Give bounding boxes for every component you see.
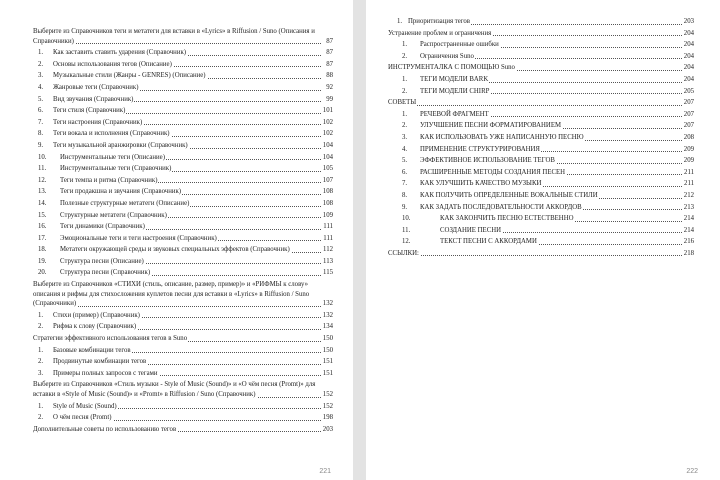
toc-item[interactable] — [33, 222, 333, 232]
toc-item-title: РЕЧЕВОЙ ФРАГМЕНТ — [420, 110, 489, 118]
toc-page-number: 109 — [322, 211, 333, 219]
toc-item-number: 4. — [402, 145, 408, 153]
toc-item[interactable] — [388, 17, 694, 27]
toc-page-number: 204 — [683, 75, 694, 83]
toc-page-number: 113 — [323, 257, 333, 265]
toc-item-title: Выберите из Справочников «Стиль музыки - Style of Music (Sound)» и «О чём песня (Promt)» для вставки в «Style of Music (Sound)» и «Promt» в Riffusion / Suno (Справочник) — [33, 381, 316, 398]
toc-item[interactable] — [33, 187, 333, 197]
toc-item[interactable] — [33, 346, 333, 356]
toc-item[interactable] — [388, 40, 694, 50]
toc-item[interactable] — [388, 110, 694, 120]
toc-item[interactable] — [388, 121, 694, 131]
toc-page-number: 150 — [322, 346, 333, 354]
toc-page-number: 207 — [683, 99, 694, 107]
toc-item-title: ТЕГИ МОДЕЛИ BARK — [420, 75, 489, 83]
toc-item-number: 16. — [38, 223, 47, 231]
toc-item-title: Приоритизация тегов — [408, 18, 471, 25]
toc-page-number: 207 — [683, 122, 694, 130]
toc-page-number: 99 — [326, 95, 333, 103]
toc-item-number: 8. — [38, 130, 44, 138]
toc-item-title: ССЫЛКИ: — [388, 249, 419, 257]
toc-page-number: 204 — [683, 52, 694, 60]
toc-item[interactable] — [33, 60, 333, 70]
toc-item-title: О чём песня (Promt) — [53, 414, 112, 422]
toc-item[interactable] — [33, 322, 333, 332]
toc-item[interactable] — [388, 168, 694, 178]
dot-leader — [388, 105, 682, 106]
toc-heading[interactable] — [33, 334, 333, 344]
toc-page-number: 87 — [326, 49, 333, 57]
toc-item[interactable] — [33, 357, 333, 367]
toc-item-title: РАСШИРЕННЫЕ МЕТОДЫ СОЗДАНИЯ ПЕСЕН — [420, 168, 566, 176]
toc-page-number: 204 — [683, 64, 694, 72]
toc-page-number: 216 — [683, 238, 694, 246]
toc-heading[interactable] — [33, 27, 333, 46]
page-number: 221 — [319, 468, 331, 475]
toc-item-number: 6. — [402, 168, 408, 176]
toc-heading[interactable] — [388, 29, 694, 39]
toc-item[interactable] — [33, 245, 333, 255]
toc-item-title: Базовые комбинации тегов — [53, 346, 131, 354]
toc-item-title: КАК УЛУЧШИТЬ КАЧЕСТВО МУЗЫКИ — [420, 180, 542, 188]
toc-item[interactable] — [33, 176, 333, 186]
toc-item[interactable] — [33, 311, 333, 321]
toc-page-number: 102 — [322, 118, 333, 126]
toc-page-number: 87 — [326, 37, 333, 45]
toc-item-title: Структура песни (Описание) — [60, 257, 144, 265]
toc-item[interactable] — [33, 268, 333, 278]
toc-item-title: Теги музыкальной аранжировки (Справочник) — [53, 141, 188, 149]
toc-page-number: 203 — [683, 18, 694, 25]
toc-item-title: Теги продакшна и звучания (Справочник) — [60, 188, 182, 196]
toc-item-number: 8. — [402, 191, 408, 199]
toc-item[interactable] — [33, 118, 333, 128]
toc-item-title: Основы использования тегов (Описание) — [53, 60, 172, 68]
toc-item-title: КАК ЗАКОНЧИТЬ ПЕСНЮ ЕСТЕСТВЕННО — [440, 215, 574, 223]
toc-item-title: Структурные метатеги (Справочник) — [60, 211, 167, 219]
document-page-221 — [0, 0, 353, 480]
toc-page-number: 209 — [683, 157, 694, 165]
toc-page-number: 151 — [322, 358, 333, 366]
toc-item[interactable] — [388, 179, 694, 189]
toc-item-number: 7. — [38, 118, 44, 126]
toc-item[interactable] — [33, 413, 333, 423]
toc-item-title: СОВЕТЫ — [388, 99, 417, 107]
toc-item-number: 6. — [38, 107, 44, 115]
toc-item-title: УЛУЧШЕНИЕ ПЕСНИ ФОРМАТИРОВАНИЕМ — [420, 122, 562, 130]
toc-item-number: 5. — [38, 95, 44, 103]
toc-item-number: 1. — [397, 18, 403, 25]
toc-item[interactable] — [33, 153, 333, 163]
toc-item[interactable] — [33, 257, 333, 267]
toc-item-number: 1. — [38, 311, 44, 319]
toc-page-number: 150 — [322, 335, 333, 343]
table-of-contents — [388, 17, 694, 260]
toc-item-number: 2. — [402, 122, 408, 130]
toc-page-number: 151 — [322, 369, 333, 377]
toc-item[interactable] — [388, 203, 694, 213]
toc-item[interactable] — [33, 71, 333, 81]
toc-item[interactable] — [388, 145, 694, 155]
toc-page-number: 207 — [683, 110, 694, 118]
toc-page-number: 214 — [683, 215, 694, 223]
toc-heading[interactable] — [33, 280, 333, 309]
toc-item-number: 2. — [38, 358, 44, 366]
toc-item-number: 19. — [38, 257, 47, 265]
toc-page-number: 132 — [322, 300, 333, 308]
toc-item-number: 2. — [38, 323, 44, 331]
toc-item-number: 1. — [402, 75, 408, 83]
toc-item-number: 10. — [38, 153, 47, 161]
toc-item-title: Продвинутые комбинации тегов — [53, 358, 147, 366]
toc-item[interactable] — [388, 214, 694, 224]
toc-item-number: 2. — [38, 414, 44, 422]
toc-item[interactable] — [33, 48, 333, 58]
toc-item-number: 2. — [38, 60, 44, 68]
toc-page-number: 208 — [683, 133, 694, 141]
toc-heading[interactable] — [388, 98, 694, 108]
toc-item-number: 3. — [38, 369, 44, 377]
toc-item-number: 1. — [402, 110, 408, 118]
toc-item-title: Теги настроения (Справочник) — [53, 118, 143, 126]
toc-item-title: Инструментальные теги (Описание) — [60, 153, 165, 161]
document-page-222 — [366, 0, 720, 480]
toc-item-number: 20. — [38, 269, 47, 277]
toc-item-title: Музыкальные стили (Жанры - GENRES) (Описание) — [53, 72, 206, 80]
toc-page-number: 198 — [322, 414, 333, 422]
toc-page-number: 111 — [323, 234, 333, 242]
toc-page-number: 209 — [683, 145, 694, 153]
toc-page-number: 88 — [326, 72, 333, 80]
toc-item-title: Теги стиля (Справочник) — [53, 107, 126, 115]
toc-page-number: 214 — [683, 226, 694, 234]
toc-page-number: 101 — [322, 107, 333, 115]
toc-item-title: Рифма к слову (Справочник) — [53, 323, 137, 331]
toc-page-number: 92 — [326, 83, 333, 91]
toc-item-title: Метатеги окружающей среды и звуковых специальных эффектов (Справочник) — [60, 246, 290, 254]
toc-item-title: Устранение проблем и ограничения — [388, 29, 492, 37]
toc-item[interactable] — [388, 191, 694, 201]
toc-item-number: 5. — [402, 157, 408, 165]
toc-page-number: 218 — [683, 249, 694, 257]
toc-item-title: Выберите из Справочников теги и метатеги для вставки в «Lyrics» в Riffusion / Suno (Описания и Справочники) — [33, 28, 315, 45]
toc-page-number: 213 — [683, 203, 694, 211]
toc-item-number: 15. — [38, 211, 47, 219]
dot-leader — [388, 255, 682, 256]
toc-item-number: 1. — [38, 402, 44, 410]
toc-item-number: 1. — [38, 346, 44, 354]
toc-item-number: 9. — [402, 203, 408, 211]
toc-item-title: ПРИМЕНЕНИЕ СТРУКТУРИРОВАНИЯ — [420, 145, 540, 153]
toc-item[interactable] — [33, 129, 333, 139]
toc-item[interactable] — [33, 95, 333, 105]
toc-page-number: 203 — [322, 425, 333, 433]
toc-item-title: ИНСТРУМЕНТАЛКА С ПОМОЩЬЮ Suno — [388, 64, 515, 72]
toc-item-title: ЭФФЕКТИВНОЕ ИСПОЛЬЗОВАНИЕ ТЕГОВ — [420, 157, 555, 165]
toc-page-number: 104 — [322, 141, 333, 149]
toc-item-number: 12. — [38, 176, 47, 184]
toc-item-number: 3. — [38, 72, 44, 80]
toc-item-title: Теги вокала и исполнения (Справочник) — [53, 130, 170, 138]
toc-item-title: Стратегии эффективного использования тегов в Suno — [33, 335, 188, 343]
toc-item-number: 12. — [402, 238, 411, 246]
toc-item-title: Дополнительные советы по использованию тегов — [33, 425, 177, 433]
toc-item-title: Ограничения Suno — [420, 52, 474, 60]
toc-item-title: СОЗДАНИЕ ПЕСНИ — [440, 226, 502, 234]
toc-item-title: Распространенные ошибки — [420, 41, 499, 49]
dot-leader — [33, 43, 321, 44]
page-number: 222 — [686, 468, 698, 475]
toc-item[interactable] — [33, 141, 333, 151]
toc-item-title: Полезные структурные метатеги (Описание) — [60, 199, 190, 207]
toc-item-number: 1. — [402, 41, 408, 49]
toc-item[interactable] — [388, 52, 694, 62]
toc-item-number: 11. — [38, 165, 47, 173]
toc-item-title: КАК ИСПОЛЬЗОВАТЬ УЖЕ НАПИСАННУЮ ПЕСНЮ — [420, 133, 584, 141]
toc-item-title: Инструментальные теги (Справочник) — [60, 165, 172, 173]
toc-item-title: Стихи (пример) (Справочник) — [53, 311, 140, 319]
toc-page-number: 204 — [683, 41, 694, 49]
toc-item-number: 3. — [402, 133, 408, 141]
toc-heading[interactable] — [388, 63, 694, 73]
toc-item[interactable] — [33, 211, 333, 221]
toc-item-title: Структура песни (Справочник) — [60, 269, 151, 277]
toc-item-number: 2. — [402, 52, 408, 60]
toc-item-title: Жанровые теги (Справочник) — [53, 83, 139, 91]
toc-page-number: 108 — [322, 188, 333, 196]
toc-item[interactable] — [33, 164, 333, 174]
toc-page-number: 112 — [323, 246, 333, 254]
toc-page-number: 204 — [683, 29, 694, 37]
toc-page-number: 152 — [322, 402, 333, 410]
toc-item[interactable] — [33, 402, 333, 412]
toc-page-number: 102 — [322, 130, 333, 138]
toc-page-number: 205 — [683, 87, 694, 95]
toc-item-number: 10. — [402, 215, 411, 223]
toc-item-title: КАК ЗАДАТЬ ПОСЛЕДОВАТЕЛЬНОСТИ АККОРДОВ — [420, 203, 582, 211]
toc-item-number: 17. — [38, 234, 47, 242]
toc-item[interactable] — [388, 87, 694, 97]
toc-item-title: Теги динамики (Справочник) — [60, 223, 145, 231]
toc-heading[interactable] — [33, 380, 333, 399]
toc-item[interactable] — [388, 75, 694, 85]
toc-page-number: 87 — [326, 60, 333, 68]
toc-item[interactable] — [388, 237, 694, 247]
toc-item-title: ТЕКСТ ПЕСНИ С АККОРДАМИ — [440, 238, 537, 246]
toc-item-number: 9. — [38, 141, 44, 149]
toc-item[interactable] — [388, 156, 694, 166]
toc-page-number: 104 — [322, 153, 333, 161]
toc-item-number: 2. — [402, 87, 408, 95]
toc-page-number: 107 — [322, 176, 333, 184]
toc-item[interactable] — [33, 234, 333, 244]
toc-page-number: 111 — [323, 223, 333, 231]
toc-item-title: Вид звучания (Справочник) — [53, 95, 134, 103]
toc-item-number: 14. — [38, 199, 47, 207]
toc-item-title: Выберите из Справочников «СТИХИ (стиль, описание, размер, пример)» и «РИФМЫ к слову» описания и рифмы для стихосложения куплетов песни для вставки в «Lyrics» в Riffusion / Suno (Справочники) — [33, 281, 310, 308]
toc-page-number: 152 — [322, 391, 333, 398]
toc-page-number: 134 — [322, 323, 333, 331]
toc-item[interactable] — [388, 226, 694, 236]
toc-item-number: 18. — [38, 246, 47, 254]
toc-item-number: 13. — [38, 188, 47, 196]
toc-page-number: 211 — [684, 180, 694, 188]
toc-item-number: 4. — [38, 83, 44, 91]
toc-item[interactable] — [33, 106, 333, 116]
toc-item-number: 11. — [402, 226, 411, 234]
toc-item-number: 1. — [38, 49, 44, 57]
toc-page-number: 105 — [322, 165, 333, 173]
toc-item-number: 7. — [402, 180, 408, 188]
toc-page-number: 108 — [322, 199, 333, 207]
toc-item-title: Эмоциональные теги и теги настроения (Справочник) — [60, 234, 217, 242]
toc-heading[interactable] — [33, 425, 333, 435]
toc-item-title: Примеры полных запросов с тегами — [53, 369, 158, 377]
toc-item[interactable] — [33, 83, 333, 93]
toc-item-title: ТЕГИ МОДЕЛИ CHIRP — [420, 87, 490, 95]
toc-page-number: 115 — [323, 269, 333, 277]
toc-page-number: 132 — [322, 311, 333, 319]
toc-item[interactable] — [33, 369, 333, 379]
toc-page-number: 211 — [684, 168, 694, 176]
toc-item-title: Как заставить ставить ударения (Справочник) — [53, 49, 187, 57]
toc-item-title: Теги темпа и ритма (Справочник) — [60, 176, 158, 184]
toc-page-number: 212 — [683, 191, 694, 199]
toc-heading[interactable] — [388, 249, 694, 259]
toc-item-title: Style of Music (Sound) — [53, 402, 117, 410]
toc-item-title: КАК ПОЛУЧИТЬ ОПРЕДЕЛЕННЫЕ ВОКАЛЬНЫЕ СТИЛИ — [420, 191, 598, 199]
toc-item[interactable] — [33, 199, 333, 209]
toc-item[interactable] — [388, 133, 694, 143]
table-of-contents — [33, 27, 333, 436]
